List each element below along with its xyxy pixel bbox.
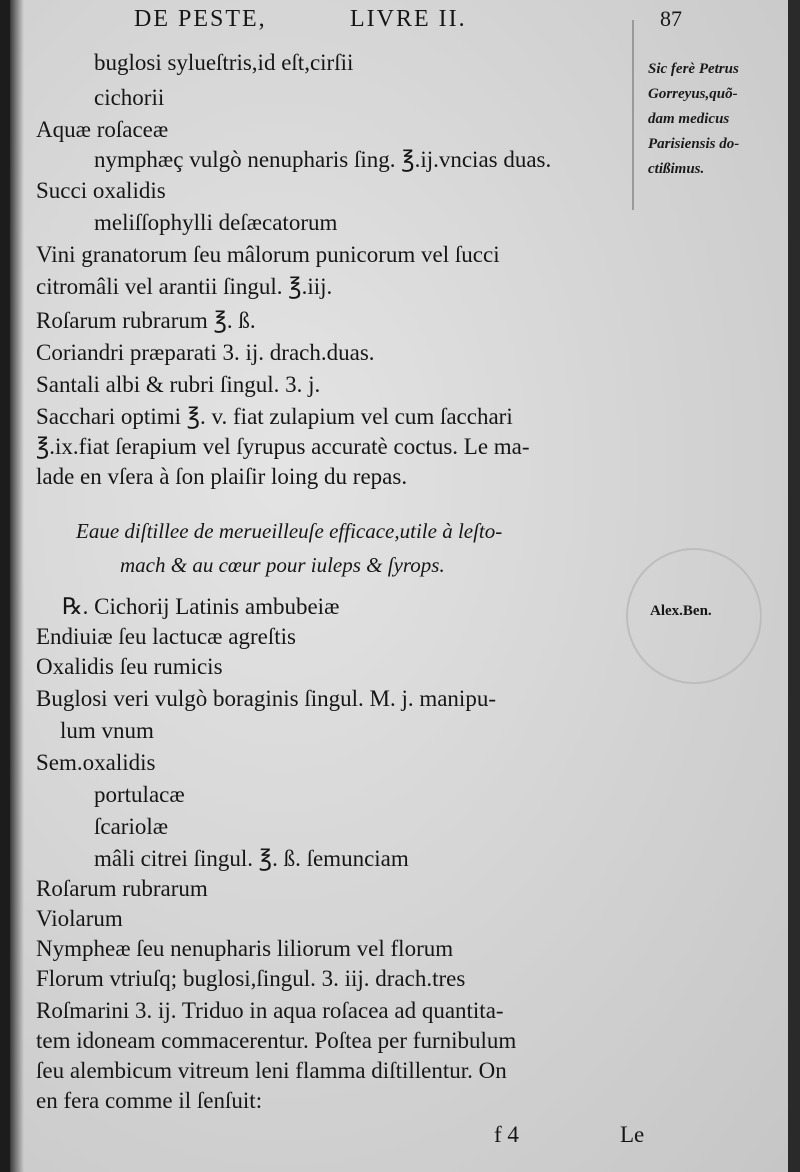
recipe-line: Endiuiæ ſeu lactucæ agreſtis: [36, 624, 296, 649]
recipe-line: portulacæ: [94, 782, 185, 807]
margin-note-line: dam medicus: [648, 111, 730, 127]
text-line: Coriandri præparati 3. ij. drach.duas.: [36, 340, 375, 365]
section-title-line: mach & au cœur pour iuleps & ſyrops.: [120, 553, 445, 577]
recipe-line: Nympheæ ſeu nenupharis liliorum vel florum: [36, 936, 454, 961]
text-line: Aquæ roſaceæ: [36, 117, 169, 142]
margin-note-line: ctißimus.: [648, 161, 705, 177]
text-line: meliſſophylli deſæcatorum: [94, 210, 338, 235]
signature-mark: f 4: [494, 1122, 519, 1147]
recipe-line: ſcariolæ: [94, 814, 169, 839]
margin-rule: [632, 20, 634, 210]
recipe-line: Florum vtriuſq; buglosi,ſingul. 3. iij. drach.tres: [36, 966, 466, 991]
text-line: Vini granatorum ſeu mâlorum punicorum vel ſucci: [36, 242, 500, 267]
recipe-line: mâli citrei ſingul. ℥. ß. ſemunciam: [94, 846, 409, 871]
recipe-line: ℞. Cichorij Latinis ambubeiæ: [62, 594, 340, 619]
text-line: ℥.ix.fiat ſerapium vel ſyrupus accuratè coctus. Le ma-: [36, 434, 530, 459]
recipe-line: Violarum: [36, 906, 123, 931]
page-edge: [788, 0, 800, 1172]
recipe-line: tem idoneam commacerentur. Poſtea per furnibulum: [36, 1028, 517, 1053]
catchword: Le: [620, 1122, 645, 1147]
margin-note-line: Parisiensis do-: [648, 136, 740, 152]
running-head: DE PESTE,: [134, 6, 267, 32]
recipe-line: Oxalidis ſeu rumicis: [36, 654, 223, 679]
margin-note-line: Sic ferè Petrus: [648, 61, 739, 77]
recipe-line: Buglosi veri vulgò boraginis ſingul. M. j. manipu-: [36, 686, 496, 711]
gutter-shadow: [10, 0, 24, 1172]
text-line: Santali albi & rubri ſingul. 3. j.: [36, 372, 321, 397]
recipe-line: Roſarum rubrarum: [36, 876, 208, 901]
text-line: buglosi sylueſtris,id eſt,cirſii: [94, 50, 354, 75]
margin-attribution: Alex.Ben.: [650, 603, 712, 619]
text-line: citromâli vel arantii ſingul. ℥.iij.: [36, 274, 333, 299]
text-line: nymphæç vulgò nenupharis ſing. ℥.ij.vncias duas.: [94, 147, 552, 172]
section-title-line: Eaue diſtillee de merueilleuſe efficace,utile à leſto-: [76, 519, 503, 543]
recipe-line: lum vnum: [60, 718, 154, 743]
text-line: Sacchari optimi ℥. v. fiat zulapium vel cum ſacchari: [36, 404, 513, 429]
recipe-line: en fera comme il ſenſuit:: [36, 1088, 263, 1113]
page-number: 87: [660, 6, 682, 31]
recipe-line: Roſmarini 3. ij. Triduo in aqua roſacea ad quantita-: [36, 998, 504, 1023]
text-line: lade en vſera à ſon plaiſir loing du repas.: [36, 464, 408, 489]
recipe-line: ſeu alembicum vitreum leni flamma diſtillentur. On: [36, 1058, 507, 1083]
recipe-line: Sem.oxalidis: [36, 750, 156, 775]
text-line: Succi oxalidis: [36, 178, 166, 203]
text-line: Roſarum rubrarum ℥. ß.: [36, 308, 256, 333]
text-line: cichorii: [94, 85, 165, 110]
book-number: LIVRE II.: [350, 6, 467, 32]
margin-note-line: Gorreyus,quõ-: [648, 86, 738, 102]
